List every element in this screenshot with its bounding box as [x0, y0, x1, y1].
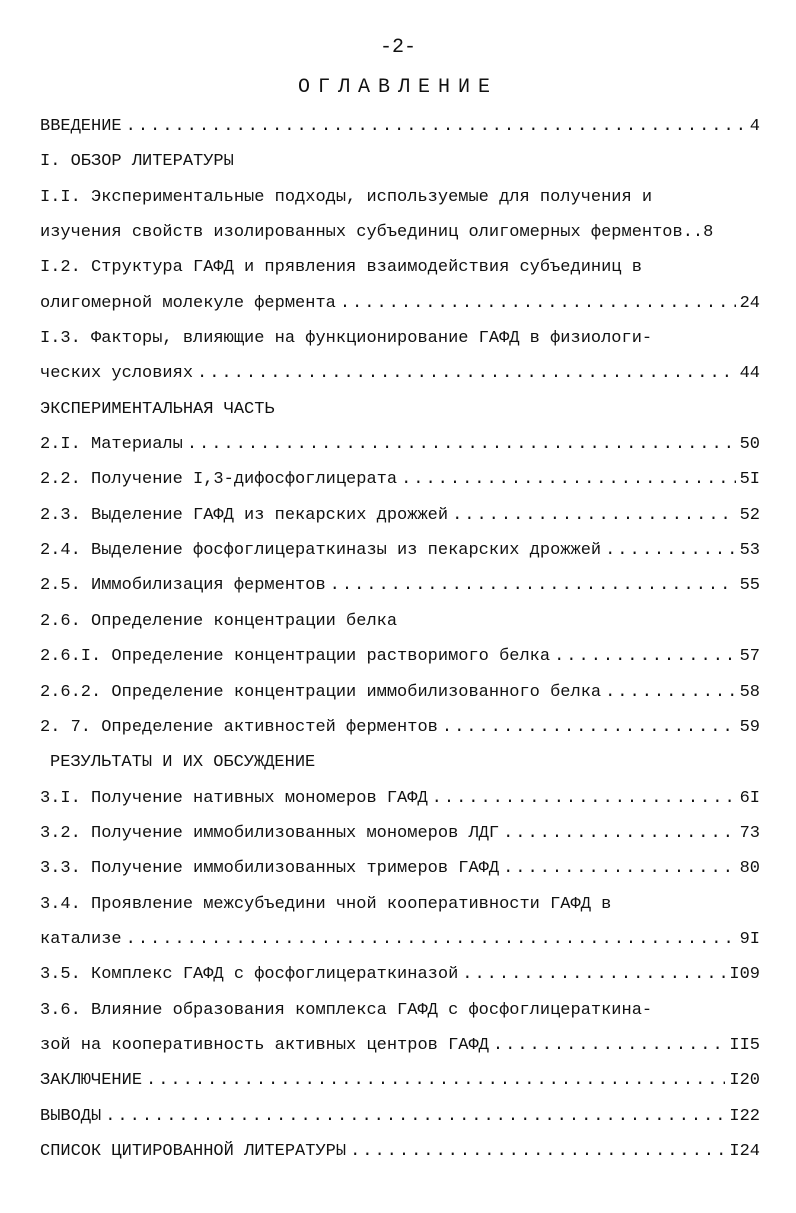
toc-entry-line — [40, 710, 760, 745]
toc-entry-page: 24 — [739, 293, 760, 313]
toc-entry-page: 9I — [739, 929, 760, 949]
toc-entry-page: .8 — [692, 223, 714, 243]
toc-entry-line — [40, 250, 760, 285]
toc-entry-page: 50 — [739, 435, 760, 455]
toc-entry-page: I24 — [729, 1141, 760, 1161]
dot-leader — [126, 922, 736, 957]
dot-leader — [452, 498, 736, 533]
page-number: -2- — [379, 36, 416, 59]
toc-entry-text: 2.2. Получение I,3-дифосфоглицерата — [40, 470, 398, 490]
toc-entry-line — [40, 180, 760, 215]
dot-leader — [503, 851, 736, 886]
toc-section-heading — [40, 745, 760, 780]
dot-leader — [401, 462, 736, 497]
toc-entry-line — [40, 462, 760, 497]
toc-entry-text: I.2. Структура ГАФД и прявления взаимодействия субъединиц в — [40, 258, 642, 278]
toc-entry-line — [40, 851, 760, 886]
toc-entry-text: РЕЗУЛЬТАТЫ И ИХ ОБСУЖДЕНИЕ — [50, 753, 316, 773]
toc-entry-line — [40, 286, 760, 321]
toc-entry-line — [40, 604, 760, 639]
toc-entry-line — [40, 816, 760, 851]
dot-leader — [503, 816, 736, 851]
toc-entry-text: 2.5. Иммобилизация ферментов — [40, 576, 326, 596]
dot-leader — [340, 286, 736, 321]
toc-entry-line — [40, 568, 760, 603]
toc-entry-page: 52 — [739, 505, 760, 525]
dot-leader — [197, 356, 736, 391]
toc-entry-line — [40, 993, 760, 1028]
toc-entry-text: I.I. Экспериментальные подходы, используемые для получения и — [40, 187, 653, 207]
toc-entry-page: I09 — [729, 965, 760, 985]
toc-entry-conclusion — [40, 1063, 760, 1098]
toc-entry-text: I.3. Факторы, влияющие на функционирование ГАФД в физиологи- — [40, 329, 653, 349]
toc-entry-text: 2.4. Выделение фосфоглицераткиназы из пекарских дрожжей — [40, 541, 602, 561]
dot-leader — [146, 1063, 725, 1098]
toc-entry-text: ЗАКЛЮЧЕНИЕ — [40, 1071, 143, 1091]
toc-entry-text: изучения свойств изолированных субъединиц олигомерных ферментов. — [40, 223, 693, 243]
toc-entry-line — [40, 887, 760, 922]
toc-entry-text: зой на кооперативность активных центров ГАФД — [40, 1035, 489, 1055]
toc-entry-line — [40, 215, 760, 250]
toc-entry-page: 44 — [739, 364, 760, 384]
toc-entry-text: 3.5. Комплекс ГАФД с фосфоглицераткиназой — [40, 965, 459, 985]
toc-entry-line — [40, 321, 760, 356]
dot-leader — [554, 639, 736, 674]
dot-leader — [462, 957, 725, 992]
toc-entry-text: 2.3. Выделение ГАФД из пекарских дрожжей — [40, 505, 449, 525]
dot-leader — [605, 675, 736, 710]
dot-leader — [330, 568, 736, 603]
toc-entry-line — [40, 1028, 760, 1063]
toc-entry-line — [40, 781, 760, 816]
toc-entry-text: СПИСОК ЦИТИРОВАННОЙ ЛИТЕРАТУРЫ — [40, 1141, 347, 1161]
toc-entry-references — [40, 1134, 760, 1169]
toc-entry-line — [40, 498, 760, 533]
toc-entry-line — [40, 427, 760, 462]
toc-entry-text: 3.I. Получение нативных мономеров ГАФД — [40, 788, 428, 808]
dot-leader — [105, 1099, 725, 1134]
toc-entry-text: ческих условиях — [40, 364, 194, 384]
toc-entry-text: 3.4. Проявление межсубъедини чной кооперативности ГАФД в — [40, 894, 612, 914]
toc-entry-page: 53 — [739, 541, 760, 561]
toc-entry-line — [40, 533, 760, 568]
toc-entry-page: 57 — [739, 647, 760, 667]
dot-leader — [432, 781, 736, 816]
toc-entry-page: 6I — [739, 788, 760, 808]
toc-entry-page: I20 — [729, 1071, 760, 1091]
toc-entry-line — [40, 639, 760, 674]
toc-entry-page: I22 — [729, 1106, 760, 1126]
toc-entry-text: 2. 7. Определение активностей ферментов — [40, 717, 438, 737]
toc-entry-text: ВВЕДЕНИЕ — [40, 117, 122, 136]
dot-leader — [350, 1134, 725, 1169]
toc-entry-page: 5I — [739, 470, 760, 490]
toc-entry-line — [40, 675, 760, 710]
toc-entry-page: 55 — [739, 576, 760, 596]
toc-entry-text: 2.6.2. Определение концентрации иммобилизованного белка — [40, 682, 602, 702]
dot-leader — [442, 710, 736, 745]
toc-entry-page: 4 — [749, 117, 760, 136]
toc-entry-text: 2.I. Материалы — [40, 435, 183, 455]
toc-entry-text: 2.6. Определение концентрации белка — [40, 611, 398, 631]
toc-entry-text: I. ОБЗОР ЛИТЕРАТУРЫ — [40, 152, 234, 172]
table-of-contents — [40, 109, 760, 1169]
toc-entry-page: 73 — [739, 823, 760, 843]
toc-entry-page: 58 — [739, 682, 760, 702]
dot-leader — [493, 1028, 726, 1063]
toc-entry-text: 3.6. Влияние образования комплекса ГАФД с фосфоглицераткина- — [40, 1000, 653, 1020]
toc-entry-findings — [40, 1099, 760, 1134]
dot-leader — [187, 427, 736, 462]
dot-leader — [605, 533, 736, 568]
toc-entry-text: 3.3. Получение иммобилизованных тримеров ГАФД — [40, 859, 500, 879]
toc-entry-page: 59 — [739, 717, 760, 737]
toc-entry-text: 3.2. Получение иммобилизованных мономеров ЛДГ — [40, 823, 500, 843]
toc-entry-line — [40, 356, 760, 391]
toc-entry-text: ВЫВОДЫ — [40, 1106, 102, 1126]
toc-entry-text: катализе — [40, 929, 122, 949]
toc-entry-line — [40, 957, 760, 992]
toc-entry-text: ЭКСПЕРИМЕНТАЛЬНАЯ ЧАСТЬ — [40, 399, 275, 419]
toc-entry-text: 2.6.I. Определение концентрации растворимого белка — [40, 647, 551, 667]
toc-entry-introduction — [40, 109, 760, 144]
toc-entry-page: II5 — [729, 1035, 760, 1055]
toc-entry-text: олигомерной молекуле фермента — [40, 293, 336, 313]
toc-section-heading — [40, 392, 760, 427]
page-title: ОГЛАВЛЕНИЕ — [297, 76, 499, 99]
dot-leader — [126, 109, 746, 144]
toc-section-heading — [40, 144, 760, 179]
toc-entry-page: 80 — [739, 859, 760, 879]
toc-entry-line — [40, 922, 760, 957]
